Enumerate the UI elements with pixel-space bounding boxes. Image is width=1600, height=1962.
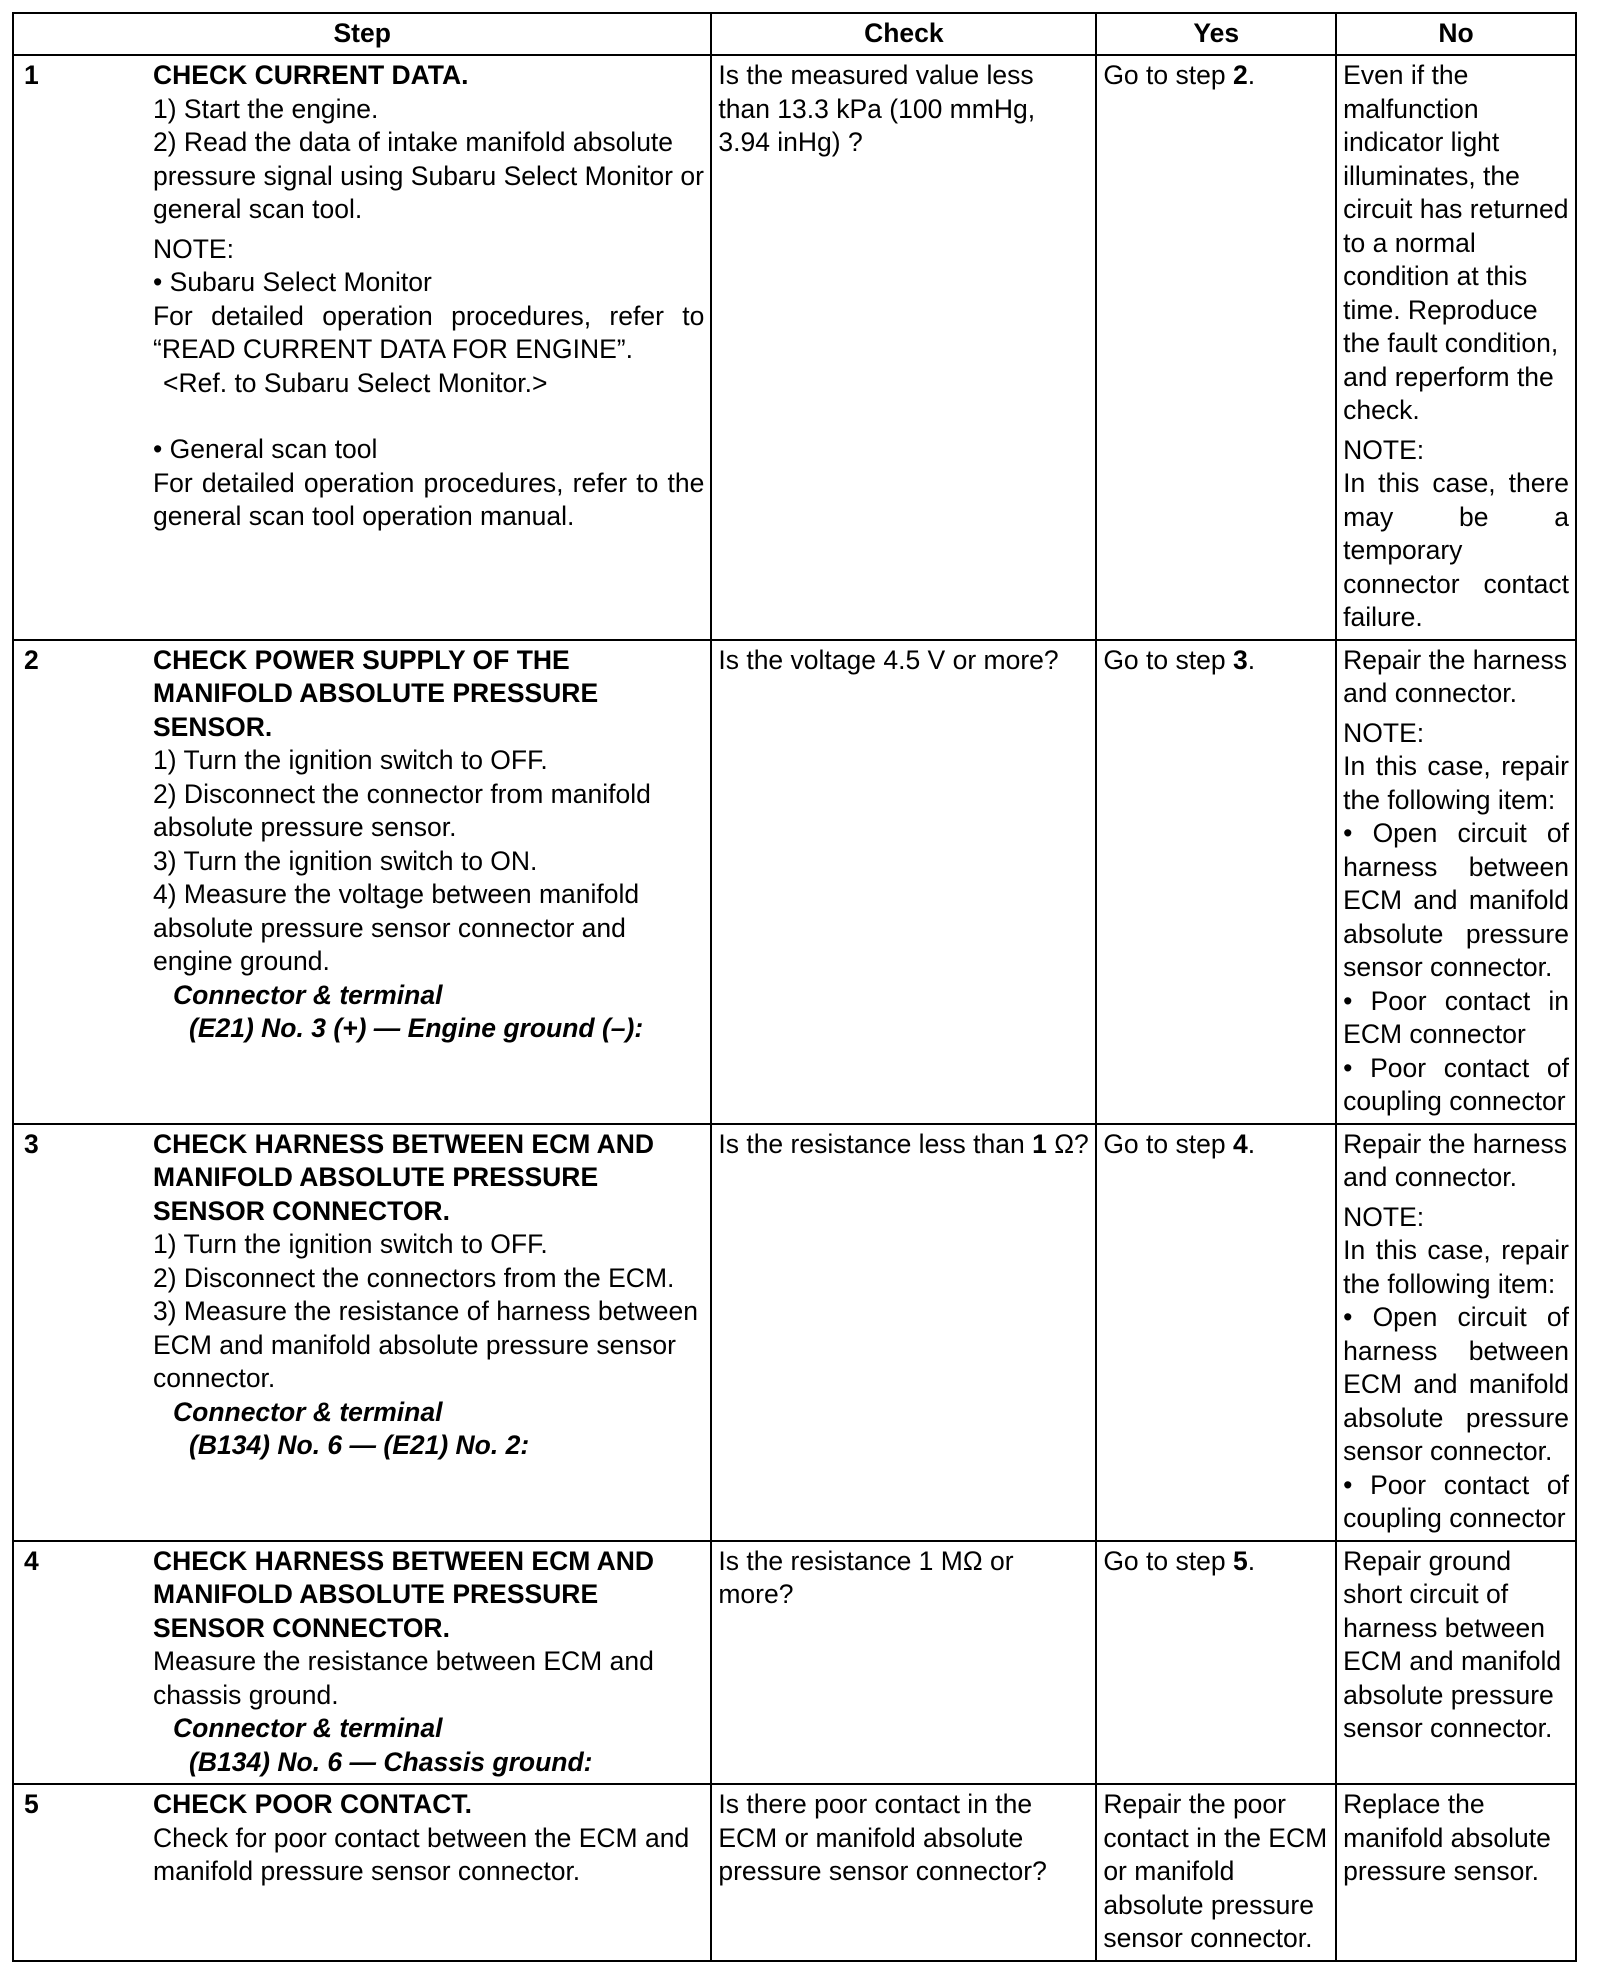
check-cell: Is the resistance 1 MΩ or more? — [711, 1541, 1096, 1785]
yes-text: Go to step — [1103, 1128, 1233, 1159]
note-label: NOTE: — [1343, 1201, 1425, 1232]
check-unit: Ω? — [1046, 1128, 1089, 1159]
step-instruction: 2) Disconnect the connector from manifold absolute pressure sensor. — [153, 778, 651, 842]
yes-cell — [1096, 1124, 1336, 1541]
note-list-item: • Open circuit of harness between ECM and manifold absolute pressure sensor connector. — [1343, 1302, 1569, 1466]
no-text: Repair the harness and connector. — [1343, 1128, 1568, 1192]
step-title: CHECK HARNESS BETWEEN ECM AND MANIFOLD ABSOLUTE PRESSURE SENSOR CONNECTOR. — [153, 1128, 655, 1226]
step-title: CHECK CURRENT DATA. — [153, 60, 469, 90]
note-text: In this case, repair the following item: — [1343, 751, 1569, 815]
step-cell — [13, 1784, 711, 1961]
step-title: CHECK POWER SUPPLY OF THE MANIFOLD ABSOLUTE PRESSURE SENSOR. — [153, 644, 599, 742]
header-no: No — [1336, 13, 1576, 55]
note-text: In this case, there may be a temporary connector contact failure. — [1343, 468, 1569, 632]
bullet-text: For detailed operation procedures, refer to “READ CURRENT DATA FOR ENGINE”. — [153, 300, 705, 364]
step-instruction: 1) Turn the ignition switch to OFF. — [153, 1229, 548, 1259]
yes-step-number: 3 — [1232, 644, 1248, 675]
connector-terminal-label: Connector & terminal — [173, 1396, 443, 1427]
no-cell — [1336, 55, 1576, 640]
check-cell — [711, 1124, 1096, 1541]
step-instruction: 1) Start the engine. — [153, 93, 379, 124]
diagnostic-procedure-table — [12, 12, 1577, 1962]
step-title: CHECK HARNESS BETWEEN ECM AND MANIFOLD ABSOLUTE PRESSURE SENSOR CONNECTOR. — [153, 1545, 655, 1643]
bullet-item: • General scan tool — [153, 434, 378, 464]
note-list-item: • Poor contact in ECM connector — [1343, 985, 1569, 1049]
no-cell — [1336, 640, 1576, 1124]
check-cell: Is there poor contact in the ECM or manifold absolute pressure sensor connector? — [711, 1784, 1096, 1961]
table-row — [13, 1784, 1576, 1961]
yes-step-number: 4 — [1232, 1128, 1248, 1159]
check-cell: Is the measured value less than 13.3 kPa (100 mmHg, 3.94 inHg) ? — [711, 55, 1096, 640]
step-instruction: 3) Measure the resistance of harness between ECM and manifold absolute pressure sensor connector. — [153, 1296, 699, 1393]
no-text: Repair the harness and connector. — [1343, 644, 1568, 708]
step-title: CHECK POOR CONTACT. — [153, 1789, 472, 1819]
yes-text: Go to step — [1103, 60, 1233, 90]
reference-text: <Ref. to Subaru Select Monitor.> — [163, 367, 548, 398]
yes-step-number: 2 — [1232, 60, 1248, 90]
yes-cell — [1096, 640, 1336, 1124]
step-cell — [13, 1124, 711, 1541]
yes-suffix: . — [1247, 1545, 1256, 1576]
step-instruction: 1) Turn the ignition switch to OFF. — [153, 745, 548, 775]
header-step: Step — [13, 13, 711, 55]
no-cell — [1336, 1124, 1576, 1541]
table-row — [13, 1541, 1576, 1785]
check-value: 1 — [1032, 1128, 1047, 1159]
note-list-item: • Poor contact of coupling connector — [1343, 1052, 1569, 1116]
yes-cell — [1096, 1541, 1336, 1785]
step-number: 5 — [24, 1789, 39, 1819]
yes-cell: Repair the poor contact in the ECM or manifold absolute pressure sensor connector. — [1096, 1784, 1336, 1961]
note-list-item: • Poor contact of coupling connector — [1343, 1469, 1569, 1533]
step-number: 1 — [24, 60, 39, 90]
connector-terminal-value: (B134) No. 6 — (E21) No. 2: — [189, 1430, 530, 1460]
connector-terminal-value: (E21) No. 3 (+) — Engine ground (–): — [189, 1013, 644, 1043]
yes-text: Go to step — [1103, 1545, 1233, 1576]
yes-cell — [1096, 55, 1336, 640]
yes-step-number: 5 — [1232, 1545, 1248, 1576]
connector-terminal-value: (B134) No. 6 — Chassis ground: — [189, 1746, 593, 1777]
note-list-item: • Open circuit of harness between ECM and manifold absolute pressure sensor connector. — [1343, 818, 1569, 982]
step-number: 4 — [24, 1545, 39, 1576]
yes-suffix: . — [1247, 644, 1256, 675]
no-text: Replace the manifold absolute pressure sensor. — [1343, 1789, 1551, 1886]
yes-text: Go to step — [1103, 644, 1233, 675]
step-instruction: 2) Disconnect the connectors from the ECM. — [153, 1262, 675, 1293]
step-cell — [13, 640, 711, 1124]
step-number: 2 — [24, 644, 39, 675]
yes-suffix: . — [1247, 60, 1256, 90]
step-instruction: 2) Read the data of intake manifold absolute pressure signal using Subaru Select Monitor or general scan tool. — [153, 127, 704, 224]
no-text: Repair ground short circuit of harness between ECM and manifold absolute pressure sensor connector. — [1343, 1545, 1562, 1743]
no-cell — [1336, 1784, 1576, 1961]
header-yes: Yes — [1096, 13, 1336, 55]
step-instruction: Measure the resistance between ECM and chassis ground. — [153, 1646, 654, 1710]
no-text: Even if the malfunction indicator light illuminates, the circuit has returned to a normal condition at this time. Reproduce the fault condition, and reperform the check. — [1343, 60, 1569, 425]
table-row — [13, 1124, 1576, 1541]
yes-suffix: . — [1247, 1128, 1256, 1159]
check-text: Is the resistance less than — [718, 1128, 1033, 1159]
step-instruction: 3) Turn the ignition switch to ON. — [153, 845, 538, 876]
step-cell — [13, 1541, 711, 1785]
no-cell — [1336, 1541, 1576, 1785]
connector-terminal-label: Connector & terminal — [173, 1713, 443, 1743]
header-check: Check — [711, 13, 1096, 55]
table-row — [13, 55, 1576, 640]
check-cell: Is the voltage 4.5 V or more? — [711, 640, 1096, 1124]
note-label: NOTE: — [1343, 434, 1425, 465]
note-label: NOTE: — [1343, 717, 1425, 748]
step-number: 3 — [24, 1128, 39, 1159]
table-header-row — [13, 13, 1576, 55]
table-row — [13, 640, 1576, 1124]
connector-terminal-label: Connector & terminal — [173, 979, 443, 1010]
note-text: In this case, repair the following item: — [1343, 1235, 1569, 1299]
note-label: NOTE: — [153, 233, 234, 264]
bullet-text: For detailed operation procedures, refer to the general scan tool operation manual. — [153, 467, 705, 531]
bullet-item: • Subaru Select Monitor — [153, 267, 432, 297]
step-instruction: Check for poor contact between the ECM and manifold pressure sensor connector. — [153, 1822, 690, 1886]
step-cell — [13, 55, 711, 640]
step-instruction: 4) Measure the voltage between manifold absolute pressure sensor connector and engine ground. — [153, 879, 640, 976]
